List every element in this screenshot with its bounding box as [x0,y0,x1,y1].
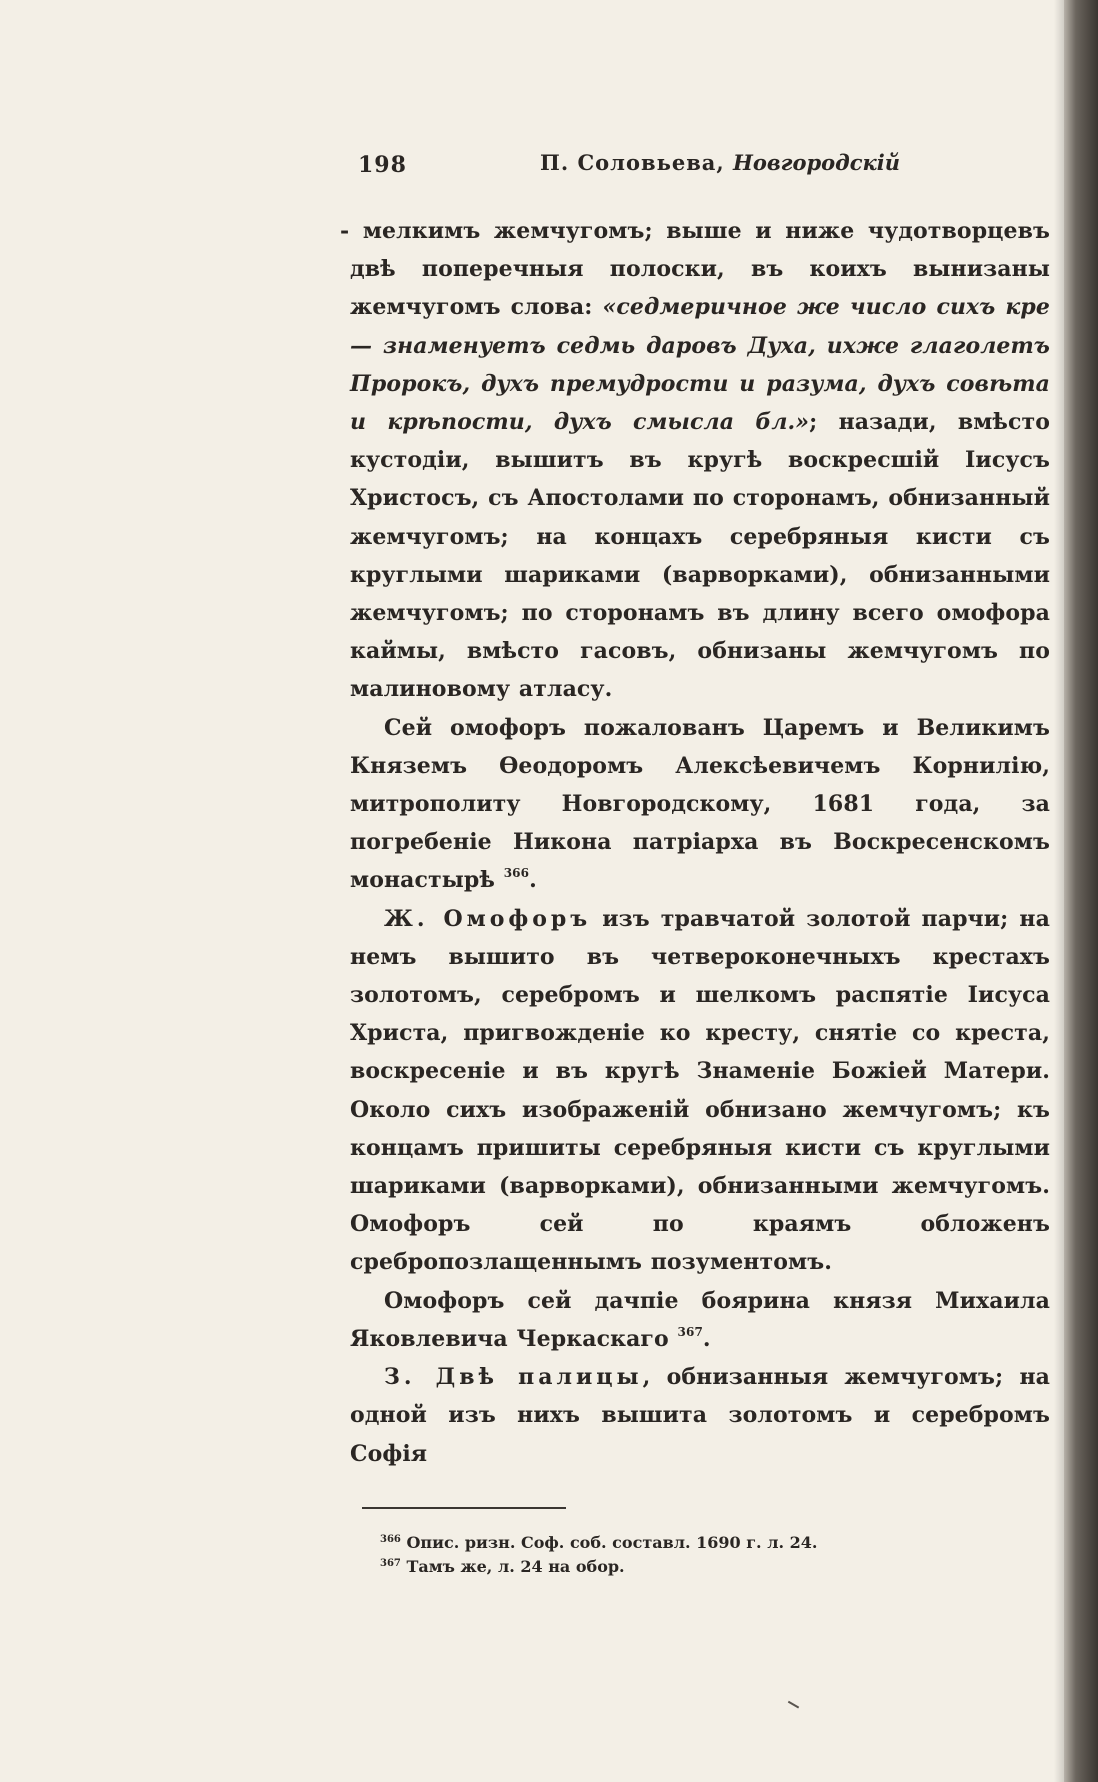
footnote-ref-366: 366 [503,866,530,881]
paragraph-5-lead: З. Двѣ палицы [384,1364,643,1391]
paragraph-2-end: . [529,867,537,894]
paragraph-3-lead: Ж. Омофоръ [384,905,592,932]
paragraph-4 [350,1282,1050,1358]
footnote-367 [380,1555,1050,1579]
paragraph-5 [350,1358,1050,1473]
paragraph-1-quote: «седмеричное же число сихъ кре — знаменуетъ седмь даровъ Духа, ихже глаголетъ Пророкъ, духъ премудрости и разума, духъ совѣта и крѣпости, духъ смысла бл.» [350,294,1050,436]
page-number: 198 [358,152,407,178]
running-title [540,150,900,175]
page-text-block [340,146,1050,1579]
paragraph-4-end: . [702,1325,711,1352]
paragraph-1-part-2: ; назади, вмѣсто кустодіи, вышитъ въ кругѣ воскресшій Іисусъ Христосъ, съ Апостолами по сторонамъ, обнизанный жемчугомъ; на концахъ серебряныя кисти съ круглыми шариками (варворками), обнизанными жемчугомъ; по сторонамъ въ длину всего омофора каймы, вмѣсто гасовъ, обнизаны жемчугомъ по малиновому атласу. [350,409,1050,703]
footnote-366 [380,1531,1050,1555]
paragraph-3-text: изъ травчатой золотой парчи; на немъ вышито въ четвероконечныхъ крестахъ золотомъ, серебромъ и шелкомъ распятіе Іисуса Христа, пригвожденіе ко кресту, снятіе со креста, воскресеніе и въ кругѣ Знаменіе Божіей Матери. Около сихъ изображеній обнизано жемчугомъ; къ концамъ пришиты серебряныя кисти съ круглыми шариками (варворками), обнизанными жемчугомъ. Омофоръ сей по краямъ обложенъ сребропозлащеннымъ позументомъ. [350,905,1050,1276]
page-fold-shadow [1054,0,1064,1782]
paragraph-3 [350,900,1050,1282]
paragraph-2 [350,709,1050,900]
footnote-number: 367 [380,1557,401,1569]
running-head [350,146,1050,190]
footnote-number: 366 [380,1533,401,1545]
paragraph-1-part-1: - мелкимъ жемчугомъ; выше и ниже чудотворцевъ двѣ поперечныя полоски, въ коихъ вынизаны жемчугомъ слова: [340,218,1050,321]
paragraph-2-text: Сей омофоръ пожалованъ Царемъ и Великимъ Княземъ Өеодоромъ Алексѣевичемъ Корнилію, митрополиту Новгородскому, 1681 года, за погребеніе Никона патріарха въ Воскресенскомъ монастырѣ [350,714,1050,894]
footnotes [380,1531,1050,1579]
footnote-separator [362,1507,566,1509]
footnote-text: Опис. ризн. Соф. соб. составл. 1690 г. л. 24. [400,1532,818,1552]
footnote-ref-367: 367 [677,1324,703,1339]
footnote-text: Тамъ же, л. 24 на обор. [400,1556,625,1576]
paragraph-1 [340,212,1050,709]
stray-ink-mark [788,1696,802,1709]
paragraph-4-text: Омофоръ сей дачпіе боярина князя Михаила Яковлевича Черкаскаго [350,1287,1050,1352]
book-spine-edge [1064,0,1098,1782]
running-title-author: П. Соловьева, [540,150,734,175]
running-title-work: Новгородскій [733,150,901,175]
paragraph-5-text: , обнизанныя жемчугомъ; на одной изъ нихъ вышита золотомъ и серебромъ Софія [350,1364,1050,1467]
